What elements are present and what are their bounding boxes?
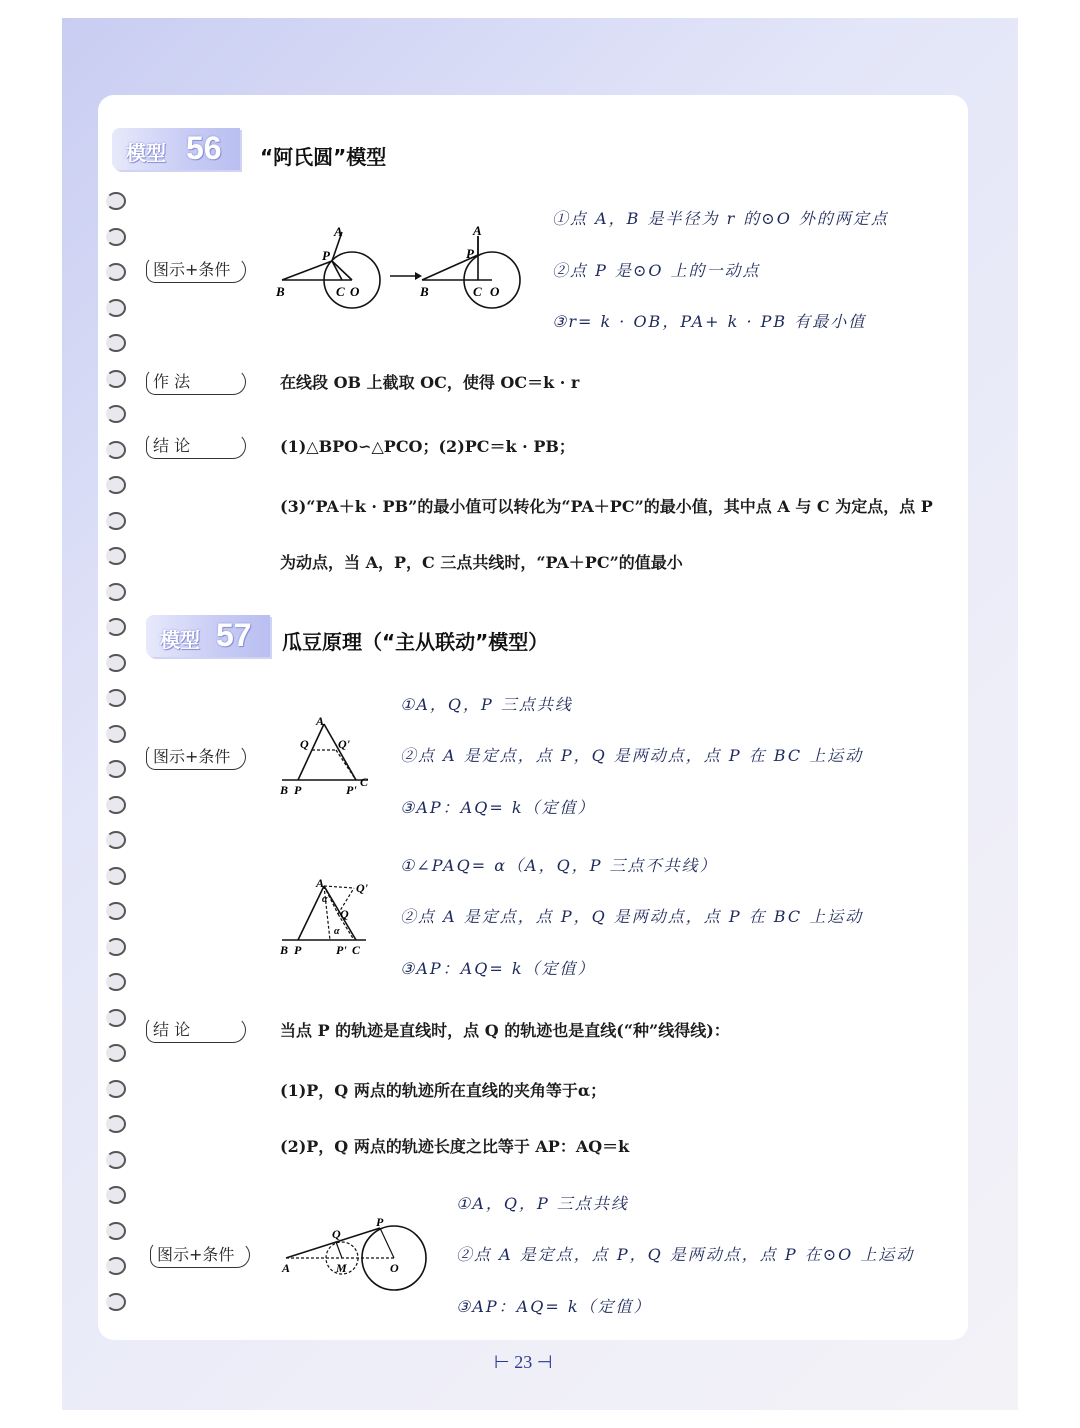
binding-ring	[106, 902, 126, 920]
condition-a1: ①A，Q，P 三点共线	[400, 695, 573, 714]
binding-ring	[106, 299, 126, 317]
conclusion-line-1: 当点 P 的轨迹是直线时，点 Q 的轨迹也是直线(“种”线得线)：	[280, 1021, 730, 1040]
melon-bean-circle-figure	[280, 1214, 430, 1294]
page-number-value: 23	[514, 1352, 533, 1372]
binding-ring	[106, 441, 126, 459]
binding-ring	[106, 1257, 126, 1275]
label-P: P	[294, 783, 302, 797]
binding-ring	[106, 1293, 126, 1311]
label-C: C	[360, 775, 369, 789]
binding-ring	[106, 725, 126, 743]
label-A: A	[282, 1261, 291, 1275]
label-Q: Q	[332, 1227, 341, 1241]
condition-b1: ①∠PAQ= α（A，Q，P 三点不共线）	[400, 856, 718, 875]
condition-b3: ③AP：AQ= k（定值）	[400, 959, 596, 978]
binding-ring	[106, 583, 126, 601]
binding-ring	[106, 689, 126, 707]
conclusion-line-3: (2)P，Q 两点的轨迹长度之比等于 AP：AQ＝k	[280, 1137, 630, 1156]
apollonius-circle-figure	[270, 222, 540, 310]
condition-a2: ②点 A 是定点，点 P，Q 是两动点，点 P 在 BC 上运动	[400, 746, 864, 765]
binding-ring	[106, 760, 126, 778]
label-P-prime: P'	[336, 943, 347, 957]
label-B: B	[276, 284, 285, 299]
method-text: 在线段 OB 上截取 OC，使得 OC＝k · r	[280, 373, 580, 392]
figure-condition-label: 图示+条件	[146, 744, 246, 770]
condition-a3: ③AP：AQ= k（定值）	[400, 798, 596, 817]
melon-bean-rotation-figure	[276, 874, 376, 958]
label-alpha-2: α	[334, 926, 340, 937]
model-56-title: “阿氏圆”模型	[260, 145, 387, 169]
spiral-binding	[100, 192, 130, 1322]
label-A: A	[316, 714, 325, 728]
binding-ring	[106, 476, 126, 494]
label-Q: Q	[340, 907, 349, 921]
label-O: O	[350, 284, 360, 299]
label-B: B	[280, 783, 289, 797]
binding-ring	[106, 796, 126, 814]
condition-c1: ①A，Q，P 三点共线	[456, 1194, 629, 1213]
conclusion-line-2: (1)P，Q 两点的轨迹所在直线的夹角等于α；	[280, 1081, 607, 1100]
label-P-2: P	[466, 246, 474, 261]
label-P: P	[322, 248, 330, 263]
label-alpha: α	[322, 894, 328, 905]
binding-ring	[106, 973, 126, 991]
label-P: P	[376, 1215, 384, 1229]
binding-ring	[106, 1044, 126, 1062]
binding-ring	[106, 192, 126, 210]
model-56-badge	[112, 128, 240, 170]
label-C: C	[336, 284, 345, 299]
condition-b2: ②点 A 是定点，点 P，Q 是两动点，点 P 在 BC 上运动	[400, 907, 864, 926]
label-Q: Q	[300, 737, 309, 751]
conclusion-line-3: 为动点，当 A，P，C 三点共线时，“PA＋PC”的值最小	[280, 553, 683, 572]
binding-ring	[106, 370, 126, 388]
binding-ring	[106, 618, 126, 636]
conclusion-line-1: (1)△BPO∽△PCO；(2)PC＝k · PB；	[280, 437, 575, 456]
label-P-prime: P'	[346, 783, 357, 797]
model-badge-number: 56	[186, 130, 222, 166]
model-57-badge	[146, 615, 270, 657]
condition-3: ③r= k · OB，PA+ k · PB 有最小值	[552, 312, 867, 331]
binding-ring	[106, 334, 126, 352]
binding-ring	[106, 1115, 126, 1133]
binding-ring	[106, 512, 126, 530]
label-C: C	[352, 943, 361, 957]
condition-c3: ③AP：AQ= k（定值）	[456, 1297, 652, 1316]
binding-ring	[106, 228, 126, 246]
condition-1: ①点 A，B 是半径为 r 的⊙O 外的两定点	[552, 209, 889, 228]
condition-2: ②点 P 是⊙O 上的一动点	[552, 261, 761, 280]
conclusion-line-2: (3)“PA＋k · PB”的最小值可以转化为“PA＋PC”的最小值，其中点 A 与 C 为定点，点 P	[280, 497, 933, 516]
label-B: B	[280, 943, 289, 957]
page-number-right-mark: ⊣	[532, 1352, 553, 1372]
binding-ring	[106, 405, 126, 423]
binding-ring	[106, 1222, 126, 1240]
binding-ring	[106, 1009, 126, 1027]
label-M: M	[336, 1261, 347, 1275]
method-label: 作 法	[146, 369, 246, 395]
label-O-2: O	[490, 284, 500, 299]
binding-ring	[106, 831, 126, 849]
model-badge-word: 模型	[126, 141, 166, 165]
conclusion-label: 结 论	[146, 433, 246, 459]
label-P: P	[294, 943, 302, 957]
model-badge-number: 57	[216, 617, 252, 653]
binding-ring	[106, 1080, 126, 1098]
label-C-2: C	[473, 284, 482, 299]
label-Q-prime: Q'	[338, 737, 350, 751]
label-Q-prime: Q'	[356, 881, 368, 895]
figure-condition-label: 图示+条件	[150, 1242, 250, 1268]
condition-c2: ②点 A 是定点，点 P，Q 是两动点，点 P 在⊙O 上运动	[456, 1245, 915, 1264]
binding-ring	[106, 1151, 126, 1169]
binding-ring	[106, 263, 126, 281]
label-A: A	[316, 876, 325, 890]
label-A: A	[334, 224, 343, 239]
page-number-left-mark: ⊢	[494, 1352, 515, 1372]
binding-ring	[106, 867, 126, 885]
binding-ring	[106, 1186, 126, 1204]
label-O: O	[390, 1261, 399, 1275]
model-badge-word: 模型	[160, 628, 200, 652]
model-57-title: 瓜豆原理（“主从联动”模型）	[282, 630, 549, 654]
figure-condition-label: 图示+条件	[146, 257, 246, 283]
label-A-2: A	[473, 223, 482, 238]
conclusion-label: 结 论	[146, 1017, 246, 1043]
label-B-2: B	[420, 284, 429, 299]
melon-bean-collinear-figure	[276, 712, 376, 798]
binding-ring	[106, 654, 126, 672]
page-number	[494, 1352, 552, 1373]
binding-ring	[106, 938, 126, 956]
binding-ring	[106, 547, 126, 565]
